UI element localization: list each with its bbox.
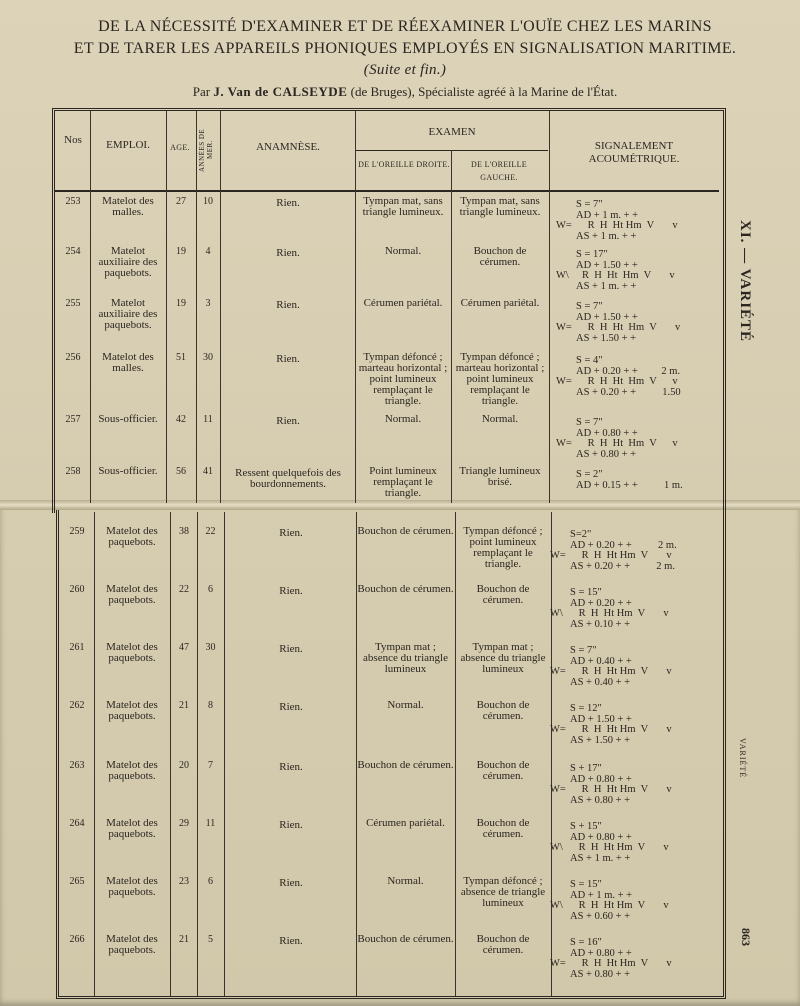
col-header-droite: DE L'OREILLE DROITE. — [358, 160, 450, 169]
byline — [60, 84, 750, 100]
row-254-annees: 4 — [205, 246, 211, 257]
row-260-droite: Bouchon de cérumen. — [357, 584, 454, 595]
signalement-line: W\ R H Ht Hm V v — [550, 842, 669, 853]
row-254-emploi: Matelot auxiliaire des paquebots. — [98, 246, 158, 279]
row-260-no: 260 — [69, 584, 85, 595]
signalement-line: AS + 1 m. + + — [576, 230, 637, 242]
row-253-no: 253 — [65, 196, 81, 207]
row-266-no: 266 — [69, 934, 85, 945]
row-258-annees: 41 — [203, 466, 213, 477]
signalement-line: W= R H Ht Hm V v — [550, 724, 672, 735]
row-262-droite: Normal. — [387, 700, 424, 711]
row-260-anamnese: Rien. — [279, 586, 303, 597]
row-253-droite: Tympan mat, sans triangle lumineux. — [362, 196, 444, 218]
row-266-anamnese: Rien. — [279, 936, 303, 947]
row-262-no: 262 — [69, 700, 85, 711]
signalement-line: AD + 0.40 + + — [570, 655, 632, 667]
row-264-anamnese: Rien. — [279, 820, 303, 831]
signalement-line: AD + 1.50 + + — [576, 311, 638, 323]
row-255-anamnese: Rien. — [276, 300, 300, 311]
row-265-annees: 6 — [208, 876, 213, 887]
row-259-annees: 22 — [205, 526, 216, 537]
row-256-anamnese: Rien. — [276, 354, 300, 365]
row-260-signalement — [550, 588, 669, 630]
row-261-gauche: Tympan mat ; absence du triangle lumineux — [460, 642, 546, 675]
row-255-annees: 3 — [205, 298, 211, 309]
row-265-gauche: Tympan défoncé ; absence de triangle lumineux — [460, 876, 546, 909]
row-254-age: 19 — [176, 246, 186, 257]
signalement-line: S = 7" — [576, 302, 603, 312]
row-263-droite: Bouchon de cérumen. — [357, 760, 454, 771]
row-254-droite: Normal. — [384, 246, 422, 257]
row-266-age: 21 — [179, 934, 189, 945]
col-line — [220, 111, 221, 503]
section-title-vertical: XI. — VARIÉTÉ — [737, 220, 753, 343]
col-header-examen: EXAMEN — [428, 126, 476, 138]
author-name: J. Van de CALSEYDE — [213, 84, 348, 99]
header-rule — [55, 190, 719, 192]
signalement-line: AD + 1.50 + + — [570, 713, 632, 725]
signalement-line: S = 7" — [576, 418, 603, 428]
row-262-signalement — [550, 704, 672, 746]
row-263-signalement — [550, 764, 672, 806]
row-258-droite: Point lumineux remplaçant le triangle. — [369, 466, 437, 499]
signalement-line: S = 7" — [576, 200, 603, 210]
section-title-small: VARIÉTÉ — [738, 738, 747, 779]
row-260-emploi: Matelot des paquebots. — [106, 584, 158, 606]
signalement-line: S = 16" — [570, 938, 602, 948]
row-257-annees: 11 — [203, 414, 213, 425]
row-263-anamnese: Rien. — [279, 762, 303, 773]
row-266-emploi: Matelot des paquebots. — [106, 934, 158, 956]
row-265-no: 265 — [69, 876, 85, 887]
row-266-signalement — [550, 938, 672, 980]
row-256-emploi: Matelot des malles. — [102, 352, 154, 374]
signalement-line: S = 4" — [576, 356, 603, 366]
row-262-annees: 8 — [208, 700, 213, 711]
row-254-signalement — [556, 250, 675, 292]
row-266-annees: 5 — [208, 934, 213, 945]
row-260-gauche: Bouchon de cérumen. — [476, 584, 530, 606]
col-header-emploi: EMPLOI. — [106, 139, 150, 151]
row-253-emploi: Matelot des malles. — [102, 196, 154, 218]
signalement-line: W= R H Ht Hm V v — [556, 438, 678, 449]
row-261-emploi: Matelot des paquebots. — [106, 642, 158, 664]
row-259-no: 259 — [69, 526, 85, 537]
row-259-age: 38 — [179, 526, 189, 537]
signalement-line: W= R H Ht Hm V v — [550, 550, 672, 561]
row-255-emploi: Matelot auxiliaire des paquebots. — [98, 298, 158, 331]
signalement-line: S = 2" — [576, 470, 603, 480]
row-257-age: 42 — [176, 414, 186, 425]
row-261-signalement — [550, 646, 672, 688]
signalement-line: S = 17" — [576, 250, 608, 260]
signalement-line: AS + 0.80 + + — [570, 968, 631, 980]
signalement-line: AS + 1.50 + + — [570, 734, 631, 746]
row-263-emploi: Matelot des paquebots. — [106, 760, 158, 782]
row-265-age: 23 — [179, 876, 189, 887]
row-259-anamnese: Rien. — [279, 528, 303, 539]
row-265-anamnese: Rien. — [279, 878, 303, 889]
title-line-3: (Suite et fin.) — [363, 62, 447, 78]
row-259-droite: Bouchon de cérumen. — [357, 526, 454, 537]
row-256-annees: 30 — [203, 352, 213, 363]
byline-prefix: Par — [192, 84, 211, 99]
signalement-line: AD + 1 m. + + — [570, 889, 633, 901]
signalement-line: AS + 1.50 + + — [576, 332, 637, 344]
col-line — [224, 512, 225, 996]
page-number: 863 — [739, 928, 753, 946]
examen-rule — [356, 150, 548, 151]
row-263-no: 263 — [69, 760, 85, 771]
byline-suffix: (de Bruges), Spécialiste agréé à la Marine de l'État. — [350, 84, 618, 99]
col-header-no: Nos — [64, 134, 82, 146]
row-259-signalement — [550, 530, 677, 572]
signalement-line: S=2" — [570, 530, 592, 540]
row-253-age: 27 — [176, 196, 186, 207]
row-258-gauche: Triangle lumineux brisé. — [459, 466, 541, 488]
col-header-age: AGE. — [170, 143, 190, 152]
row-259-gauche: Tympan défoncé ; point lumineux remplaçant le triangle. — [463, 526, 543, 570]
title-line-2: ET DE TARER LES APPAREILS PHONIQUES EMPLOYÉS EN SIGNALISATION MARITIME. — [73, 40, 737, 57]
row-265-emploi: Matelot des paquebots. — [106, 876, 158, 898]
row-256-signalement — [556, 356, 681, 398]
row-266-droite: Bouchon de cérumen. — [357, 934, 454, 945]
signalement-line: AD + 0.80 + + — [576, 427, 638, 439]
signalement-line: AS + 0.40 + + — [570, 676, 631, 688]
signalement-line: W\ R H Ht Hm V v — [550, 900, 669, 911]
signalement-line: AS + 0.60 + + — [570, 910, 631, 922]
row-257-droite: Normal. — [384, 414, 422, 425]
row-260-age: 22 — [179, 584, 189, 595]
signalement-line: S = 15" — [570, 880, 602, 890]
row-262-emploi: Matelot des paquebots. — [106, 700, 158, 722]
row-254-no: 254 — [65, 246, 81, 257]
row-261-annees: 30 — [205, 642, 216, 653]
row-264-gauche: Bouchon de cérumen. — [476, 818, 530, 840]
row-254-anamnese: Rien. — [276, 248, 300, 259]
row-261-droite: Tympan mat ; absence du triangle lumineux — [363, 642, 448, 675]
row-261-anamnese: Rien. — [279, 644, 303, 655]
signalement-line: AD + 0.20 + + 2 m. — [576, 365, 681, 377]
row-257-no: 257 — [65, 414, 81, 425]
row-261-no: 261 — [69, 642, 85, 653]
row-264-no: 264 — [69, 818, 85, 829]
col-header-anamnese: ANAMNÈSE. — [256, 141, 320, 153]
signalement-line: AS + 1 m. + + — [570, 852, 631, 864]
signalement-line: AD + 0.80 + + — [570, 831, 632, 843]
signalement-line: AD + 0.15 + + 1 m. — [576, 479, 683, 491]
signalement-line: AD + 1 m. + + — [576, 209, 639, 221]
signalement-line: AS + 0.80 + + — [576, 448, 637, 460]
row-262-anamnese: Rien. — [279, 702, 303, 713]
row-256-droite: Tympan défoncé ; marteau horizontal ; point lumineux remplaçant le triangle. — [358, 352, 448, 407]
signalement-line: AS + 0.20 + + 2 m. — [570, 560, 675, 572]
signalement-line: AD + 0.80 + + — [570, 773, 632, 785]
row-264-age: 29 — [179, 818, 189, 829]
signalement-line: AS + 0.10 + + — [570, 618, 631, 630]
row-263-annees: 7 — [208, 760, 213, 771]
signalement-line: S = 12" — [570, 704, 602, 714]
signalement-line: W\ R H Ht Hm V v — [556, 270, 675, 281]
signalement-line: S = 7" — [570, 646, 597, 656]
signalement-line: W\ R H Ht Hm V v — [550, 608, 669, 619]
row-259-emploi: Matelot des paquebots. — [106, 526, 158, 548]
row-264-signalement — [550, 822, 669, 864]
row-265-signalement — [550, 880, 669, 922]
row-253-signalement — [556, 200, 678, 242]
row-263-gauche: Bouchon de cérumen. — [476, 760, 530, 782]
row-264-emploi: Matelot des paquebots. — [106, 818, 158, 840]
row-255-droite: Cérumen pariétal. — [363, 298, 443, 309]
row-255-no: 255 — [65, 298, 81, 309]
row-257-gauche: Normal. — [481, 414, 519, 425]
row-256-gauche: Tympan défoncé ; marteau horizontal ; point lumineux remplaçant le triangle. — [455, 352, 545, 407]
row-262-gauche: Bouchon de cérumen. — [476, 700, 530, 722]
title-line-1: DE LA NÉCESSITÉ D'EXAMINER ET DE RÉEXAMINER L'OUÏE CHEZ LES MARINS — [98, 18, 712, 35]
row-257-emploi: Sous-officier. — [98, 414, 158, 425]
row-266-gauche: Bouchon de cérumen. — [476, 934, 530, 956]
row-258-no: 258 — [65, 466, 81, 477]
row-260-annees: 6 — [208, 584, 213, 595]
signalement-line: W= R H Ht Hm V v — [556, 322, 681, 333]
signalement-line: AS + 1 m. + + — [576, 280, 637, 292]
col-header-annees: ANNÉES DE MER. — [198, 128, 214, 172]
row-254-gauche: Bouchon de cérumen. — [473, 246, 527, 268]
row-255-gauche: Cérumen pariétal. — [460, 298, 540, 309]
signalement-line: AS + 0.80 + + — [570, 794, 631, 806]
row-255-age: 19 — [176, 298, 186, 309]
row-261-age: 47 — [179, 642, 189, 653]
col-header-gauche: DE L'OREILLE GAUCHE. — [471, 160, 527, 182]
row-258-signalement — [556, 470, 683, 491]
signalement-line: W= R H Ht Hm V v — [556, 376, 678, 387]
row-258-age: 56 — [176, 466, 186, 477]
signalement-line: S = 15" — [570, 588, 602, 598]
row-262-age: 21 — [179, 700, 189, 711]
signalement-line: S + 17" — [570, 764, 602, 774]
signalement-line: AD + 1.50 + + — [576, 259, 638, 271]
row-255-signalement — [556, 302, 680, 344]
signalement-line: W= R H Ht Hm V v — [556, 220, 678, 231]
signalement-line: AS + 0.20 + + 1.50 — [576, 386, 681, 398]
signalement-line: AD + 0.80 + + — [570, 947, 632, 959]
row-258-anamnese: Ressent quelquefois des bourdonnements. — [235, 468, 341, 490]
row-258-emploi: Sous-officier. — [98, 466, 158, 477]
row-256-no: 256 — [65, 352, 81, 363]
row-257-signalement — [556, 418, 678, 460]
signalement-line: W= R H Ht Hm V v — [550, 666, 672, 677]
col-header-signalement: SIGNALEMENT ACOUMÉTRIQUE. — [588, 140, 680, 165]
row-263-age: 20 — [179, 760, 189, 771]
row-264-annees: 11 — [205, 818, 216, 829]
signalement-line: AD + 0.20 + + — [570, 597, 632, 609]
row-253-annees: 10 — [203, 196, 213, 207]
signalement-line: W= R H Ht Hm V v — [550, 784, 672, 795]
row-253-anamnese: Rien. — [276, 198, 300, 209]
signalement-line: AD + 0.20 + + 2 m. — [570, 539, 677, 551]
col-line — [551, 512, 552, 996]
signalement-line: W= R H Ht Hm V v — [550, 958, 672, 969]
row-264-droite: Cérumen pariétal. — [366, 818, 445, 829]
col-line — [549, 111, 550, 503]
row-265-droite: Normal. — [387, 876, 424, 887]
row-256-age: 51 — [176, 352, 186, 363]
row-253-gauche: Tympan mat, sans triangle lumineux. — [459, 196, 541, 218]
row-257-anamnese: Rien. — [276, 416, 300, 427]
signalement-line: S + 15" — [570, 822, 602, 832]
